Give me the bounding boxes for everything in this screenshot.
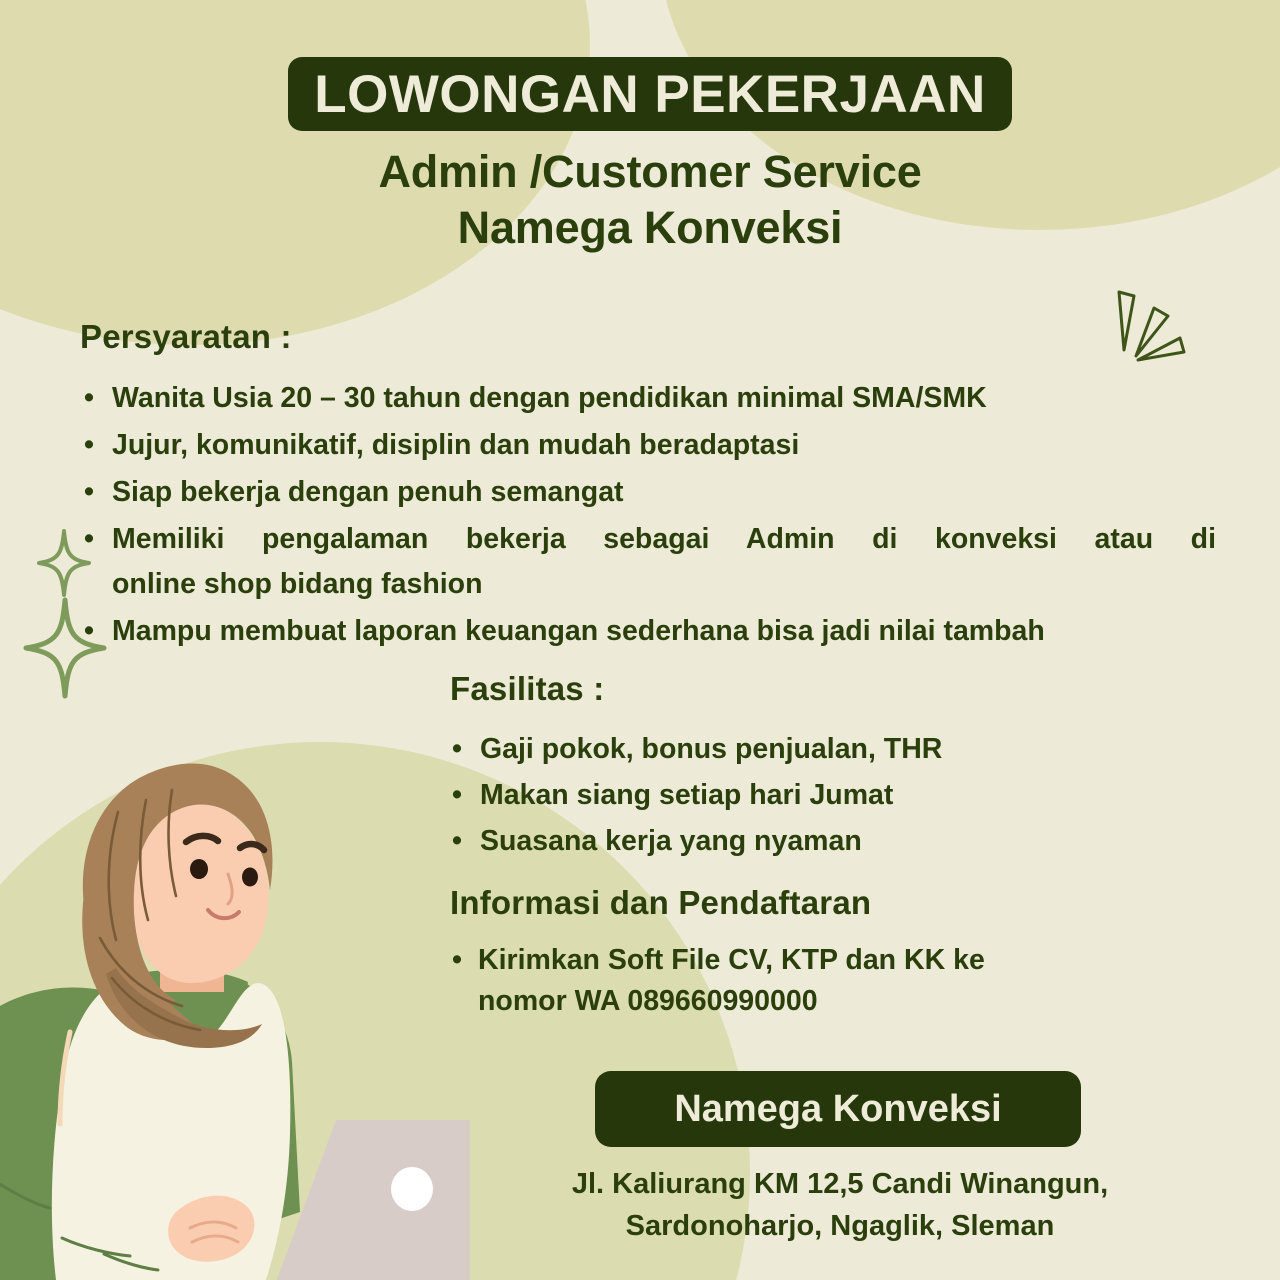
subtitle-line-1: Admin /Customer Service: [378, 146, 922, 197]
list-item: • Jujur, komunikatif, disiplin dan mudah beradaptasi: [76, 423, 1216, 468]
registration-list: [444, 940, 1144, 1025]
registration-line-1: Kirimkan Soft File CV, KTP dan KK ke: [478, 944, 985, 976]
company-badge: [595, 1071, 1081, 1147]
page-subtitle: [180, 144, 1120, 257]
headline-badge: [288, 57, 1012, 131]
spark-lines-icon: [1092, 286, 1202, 366]
list-item: • Suasana kerja yang nyaman: [444, 819, 1164, 863]
woman-with-laptop-illustration: [0, 742, 470, 1280]
list-item-line-1: • Memiliki pengalaman bekerja sebagai Admin di konveksi atau di: [112, 523, 1216, 556]
list-item: [444, 940, 1144, 1023]
headline-text: LOWONGAN PEKERJAAN: [314, 64, 986, 124]
list-item: • Gaji pokok, bonus penjualan, THR: [444, 727, 1164, 771]
requirements-heading: Persyaratan :: [80, 318, 292, 355]
list-item: • Wanita Usia 20 – 30 tahun dengan pendidikan minimal SMA/SMK: [76, 376, 1216, 421]
company-address: [480, 1163, 1200, 1247]
list-item: • Mampu membuat laporan keuangan sederhana bisa jadi nilai tambah: [76, 609, 1216, 654]
list-item: • Makan siang setiap hari Jumat: [444, 773, 1164, 817]
address-line-1: Jl. Kaliurang KM 12,5 Candi Winangun,: [571, 1168, 1109, 1200]
subtitle-line-2: Namega Konveksi: [457, 202, 843, 254]
list-item: • Siap bekerja dengan penuh semangat: [76, 470, 1216, 515]
address-line-2: Sardonoharjo, Ngaglik, Sleman: [625, 1210, 1055, 1243]
registration-heading: Informasi dan Pendaftaran: [450, 884, 872, 921]
list-item: [76, 517, 1216, 607]
registration-line-2: nomor WA 089660990000: [478, 985, 818, 1018]
facilities-list: [444, 727, 1164, 866]
company-name: Namega Konveksi: [674, 1087, 1002, 1130]
facilities-heading: Fasilitas :: [450, 670, 605, 707]
list-item-line-2: online shop bidang fashion: [112, 568, 483, 601]
requirements-list: [76, 376, 1216, 656]
